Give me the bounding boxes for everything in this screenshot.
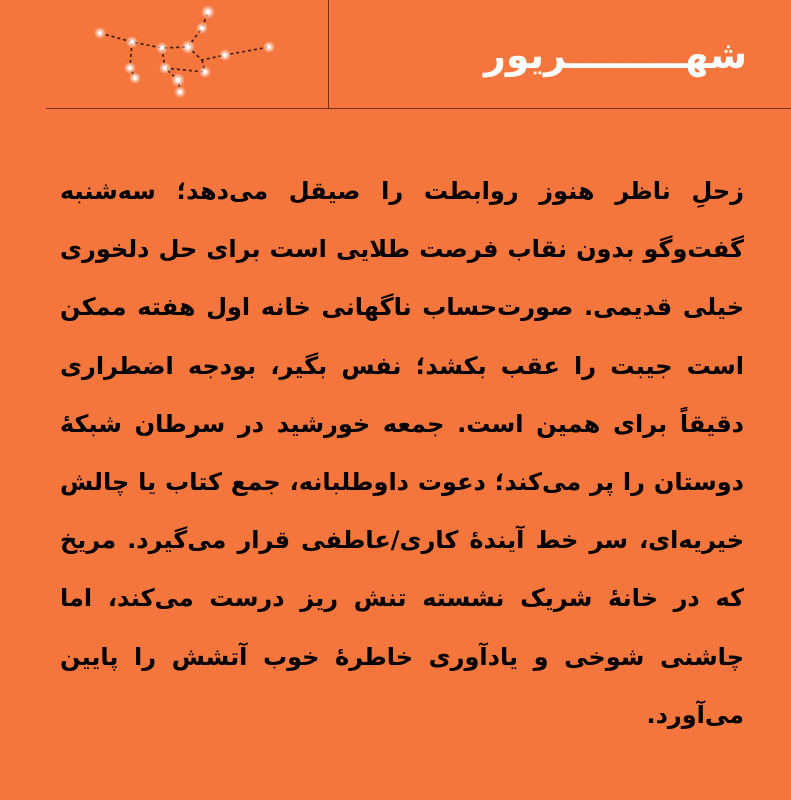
- header-horizontal-divider: [46, 108, 791, 109]
- page-title: شهـــــــــریور: [484, 33, 747, 77]
- virgo-constellation-icon: [90, 0, 280, 105]
- horoscope-text: زحلِ ناظر هنوز روابطت را صیقل می‌دهد؛ سه‌شنبه گفت‌وگو بدون نقاب فرصت طلایی است برای حل دلخوری خیلی قدیمی. صورت‌حساب ناگهانی خانه اول هفته ممکن است جیبت را عقب بکشد؛ نفس بگیر، بودجه اضطراری دقیقاً برای همین است. جمعه خورشید در سرطان شبکهٔ دوستان را پر می‌کند؛ دعوت داوطلبانه، جمع کتاب یا چالش خیریه‌ای، سر خط آیندهٔ کاری/عاطفی قرار می‌گیرد. مریخ که در خانهٔ شریک نشسته تنش ریز درست می‌کند، اما چاشنی شوخی و یادآوری خاطرهٔ خوب آتشش را پایین می‌آورد.: [60, 177, 744, 729]
- header-vertical-divider: [328, 0, 329, 109]
- header: [0, 0, 791, 110]
